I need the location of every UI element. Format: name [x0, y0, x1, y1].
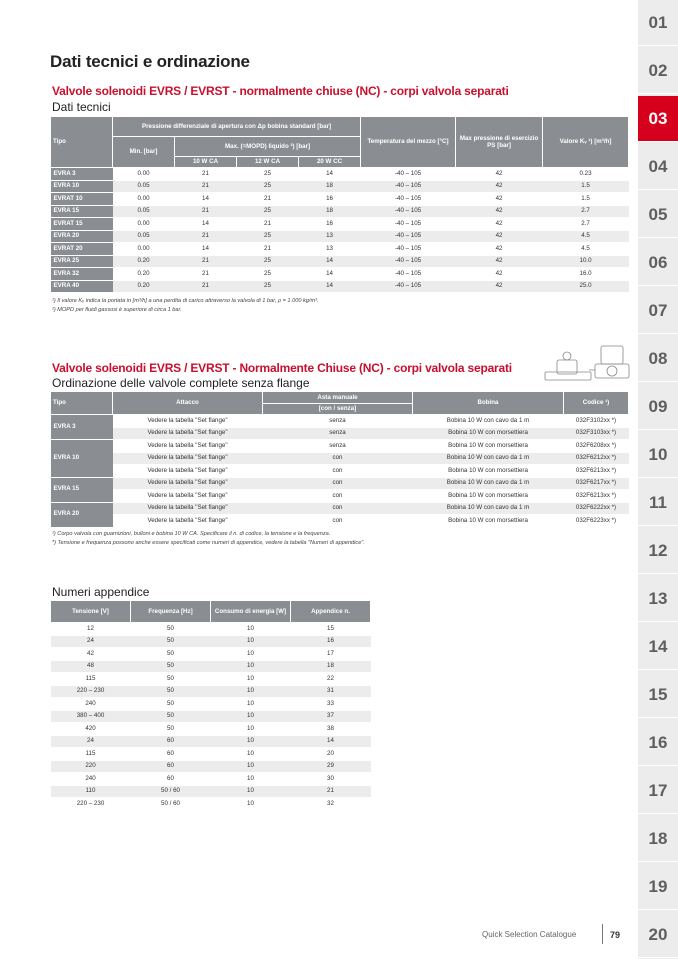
chapter-tab-19[interactable]: 19	[638, 864, 678, 910]
table-cell: 30	[291, 773, 371, 786]
table-row	[51, 735, 371, 748]
section1-subtitle: Dati tecnici	[52, 100, 111, 114]
table-row	[51, 255, 629, 268]
table-cell: Bobina 10 W con morsettiera	[413, 465, 564, 478]
table-cell: Vedere la tabella "Set flange"	[113, 427, 263, 440]
table-cell: 50	[131, 685, 211, 698]
table-cell: 14	[299, 168, 361, 181]
table-cell: 42	[456, 243, 543, 256]
table-cell: 60	[131, 735, 211, 748]
table-cell: -40 – 105	[361, 280, 456, 293]
table-cell: 21	[175, 168, 237, 181]
table-row	[51, 490, 629, 503]
chapter-tab-12[interactable]: 12	[638, 528, 678, 574]
table-cell: 18	[299, 205, 361, 218]
table-row	[51, 673, 371, 686]
table-cell: -40 – 105	[361, 255, 456, 268]
header-kv: Valore Kᵥ ¹) [m³/h]	[543, 117, 629, 168]
table-cell: senza	[263, 415, 413, 428]
table-row	[51, 660, 371, 673]
table-cell: Vedere la tabella "Set flange"	[113, 502, 263, 515]
chapter-tab-17[interactable]: 17	[638, 768, 678, 814]
table-row	[51, 180, 629, 193]
table-cell: 1.5	[543, 193, 629, 206]
table-cell: Vedere la tabella "Set flange"	[113, 465, 263, 478]
table-cell: 14	[175, 218, 237, 231]
table-cell: 50	[131, 723, 211, 736]
chapter-tab-09[interactable]: 09	[638, 384, 678, 430]
chapter-tab-13[interactable]: 13	[638, 576, 678, 622]
table-cell: 25	[237, 268, 299, 281]
chapter-tabs	[638, 0, 678, 959]
appendix-header: Tensione [V]	[51, 601, 131, 623]
table-cell: 33	[291, 698, 371, 711]
table-cell: 0.00	[113, 193, 175, 206]
table-cell: 220 – 230	[51, 798, 131, 811]
table-cell: 42	[456, 180, 543, 193]
table-cell: con	[263, 490, 413, 503]
table-cell: 0.00	[113, 243, 175, 256]
table-cell: 10	[211, 685, 291, 698]
table-cell: EVRA 32	[51, 268, 113, 281]
table-cell: -40 – 105	[361, 268, 456, 281]
table-cell: 21	[175, 230, 237, 243]
table-cell: 10	[211, 723, 291, 736]
table-cell: 21	[237, 243, 299, 256]
table-row	[51, 698, 371, 711]
table-row	[51, 193, 629, 206]
table-row	[51, 280, 629, 293]
table-cell: 1.5	[543, 180, 629, 193]
chapter-tab-16[interactable]: 16	[638, 720, 678, 766]
table-cell: Bobina 10 W con cavo da 1 m	[413, 477, 564, 490]
table-cell: 0.20	[113, 255, 175, 268]
header-asta-sub: [con / senza]	[263, 404, 413, 415]
table-cell: 22	[291, 673, 371, 686]
table-cell: 110	[51, 785, 131, 798]
table-cell: Bobina 10 W con morsettiera	[413, 515, 564, 528]
table-row	[51, 477, 629, 490]
table-cell: Bobina 10 W con morsettiera	[413, 440, 564, 453]
header-temperatura: Temperatura del mezzo [°C]	[361, 117, 456, 168]
table-cell: Vedere la tabella "Set flange"	[113, 515, 263, 528]
table-cell: 10	[211, 673, 291, 686]
table-cell: 14	[175, 193, 237, 206]
table-cell: Bobina 10 W con cavo da 1 m	[413, 415, 564, 428]
appendix-table	[50, 600, 371, 811]
table-cell: -40 – 105	[361, 230, 456, 243]
table-cell: 2.7	[543, 218, 629, 231]
chapter-tab-15[interactable]: 15	[638, 672, 678, 718]
table-cell: 032F6208xx *)	[564, 440, 629, 453]
table-cell: -40 – 105	[361, 168, 456, 181]
table-cell: 240	[51, 773, 131, 786]
table-row	[51, 773, 371, 786]
table-cell: 21	[175, 280, 237, 293]
table-cell: con	[263, 477, 413, 490]
table-cell: 10.0	[543, 255, 629, 268]
table-cell: 50	[131, 648, 211, 661]
table-cell: 60	[131, 773, 211, 786]
table-row	[51, 268, 629, 281]
table-cell: 42	[456, 255, 543, 268]
page-number: 79	[610, 930, 621, 940]
valve-illustration	[543, 340, 633, 392]
table-cell: 16.0	[543, 268, 629, 281]
section2-note-2: *) Tensione e frequenza possono anche essere specificati come numeri di appendice, vedere la tabella "Numeri di appendice".	[52, 540, 365, 546]
table-cell: 21	[237, 193, 299, 206]
table-cell: 10	[211, 760, 291, 773]
table-cell: 16	[291, 635, 371, 648]
appendix-header: Appendice n.	[291, 601, 371, 623]
table-cell: -40 – 105	[361, 193, 456, 206]
header-attacco: Attacco	[113, 392, 263, 415]
table-cell: 21	[237, 218, 299, 231]
page-title: Dati tecnici e ordinazione	[50, 52, 250, 71]
table-cell: 42	[456, 268, 543, 281]
table-cell: 032F6212xx *)	[564, 452, 629, 465]
header-tipo: Tipo	[51, 117, 113, 168]
table-cell: Vedere la tabella "Set flange"	[113, 490, 263, 503]
table-row	[51, 502, 629, 515]
table-cell: 60	[131, 748, 211, 761]
table-row	[51, 760, 371, 773]
table-cell: 42	[456, 218, 543, 231]
table-cell: 25	[237, 280, 299, 293]
table-cell: 25	[237, 168, 299, 181]
table-cell: 0.00	[113, 218, 175, 231]
table-cell: 4.5	[543, 230, 629, 243]
table-cell: 50	[131, 673, 211, 686]
table-cell: 10	[211, 773, 291, 786]
table-cell: 14	[291, 735, 371, 748]
table-cell: 14	[299, 268, 361, 281]
table-cell: 16	[299, 193, 361, 206]
table-cell: Vedere la tabella "Set flange"	[113, 415, 263, 428]
table-row	[51, 710, 371, 723]
table-cell: con	[263, 515, 413, 528]
table-cell: 25	[237, 205, 299, 218]
table-cell: 50	[131, 710, 211, 723]
chapter-tab-04[interactable]: 04	[638, 144, 678, 190]
table-cell: EVRA 3	[51, 168, 113, 181]
table-row	[51, 427, 629, 440]
table-cell: 48	[51, 660, 131, 673]
technical-data-table	[50, 116, 629, 293]
table-cell: 24	[51, 635, 131, 648]
footer-divider	[602, 924, 603, 944]
table-row	[51, 440, 629, 453]
header-min: Min. [bar]	[113, 137, 175, 168]
table-cell: 032F6223xx *)	[564, 515, 629, 528]
table-cell: 21	[175, 268, 237, 281]
table-cell: Vedere la tabella "Set flange"	[113, 452, 263, 465]
appendix-header: Consumo di energia [W]	[211, 601, 291, 623]
section1-note-1: ¹) Il valore Kᵥ indica la portata in [m³/h] a una perdita di carico attraverso la valvola di 1 bar, ρ = 1.000 kg/m³.	[52, 298, 319, 304]
table-cell: 42	[456, 280, 543, 293]
chapter-tab-08[interactable]: 08	[638, 336, 678, 382]
table-cell: 10	[211, 635, 291, 648]
table-cell: -40 – 105	[361, 243, 456, 256]
table-cell: 50	[131, 635, 211, 648]
header-codice: Codice ¹)	[564, 392, 629, 415]
table-cell: senza	[263, 427, 413, 440]
section3-subtitle: Numeri appendice	[52, 585, 150, 599]
table-cell: 50	[131, 623, 211, 636]
table-cell: 10	[211, 660, 291, 673]
table-cell: 20	[291, 748, 371, 761]
chapter-tab-02[interactable]: 02	[638, 48, 678, 94]
table-cell: EVRA 40	[51, 280, 113, 293]
table-cell: 13	[299, 230, 361, 243]
table-cell: 4.5	[543, 243, 629, 256]
table-cell: -40 – 105	[361, 180, 456, 193]
header-10w: 10 W CA	[175, 157, 237, 168]
appendix-header: Frequenza [Hz]	[131, 601, 211, 623]
table-cell: 42	[51, 648, 131, 661]
section1-title: Valvole solenoidi EVRS / EVRST - normalmente chiuse (NC) - corpi valvola separati	[52, 84, 509, 98]
table-cell: 12	[51, 623, 131, 636]
header-pressione-ps: Max pressione di esercizio PS [bar]	[456, 117, 543, 168]
table-row	[51, 205, 629, 218]
table-cell: 25	[237, 255, 299, 268]
table-cell: 032F6213xx *)	[564, 465, 629, 478]
header-asta: Asta manuale	[263, 392, 413, 404]
table-cell: 220 – 230	[51, 685, 131, 698]
table-cell: 60	[131, 760, 211, 773]
table-row	[51, 452, 629, 465]
table-cell: con	[263, 502, 413, 515]
table-cell: 50 / 60	[131, 798, 211, 811]
table-cell: 42	[456, 205, 543, 218]
table-cell: EVRAT 20	[51, 243, 113, 256]
table-row	[51, 230, 629, 243]
group-type-cell: EVRA 3	[51, 415, 113, 440]
table-row	[51, 748, 371, 761]
table-cell: 0.20	[113, 280, 175, 293]
group-type-cell: EVRA 20	[51, 502, 113, 527]
table-cell: Vedere la tabella "Set flange"	[113, 477, 263, 490]
chapter-tab-14[interactable]: 14	[638, 624, 678, 670]
table-row	[51, 243, 629, 256]
table-cell: -40 – 105	[361, 205, 456, 218]
header-max: Max. (=MOPD) liquido ²) [bar]	[175, 137, 361, 157]
group-type-cell: EVRA 10	[51, 440, 113, 478]
table-cell: 25	[237, 230, 299, 243]
table-cell: 50 / 60	[131, 785, 211, 798]
table-cell: 10	[211, 698, 291, 711]
table-cell: 18	[291, 660, 371, 673]
table-cell: 17	[291, 648, 371, 661]
table-cell: 032F6222xx *)	[564, 502, 629, 515]
table-row	[51, 623, 371, 636]
table-cell: 0.00	[113, 168, 175, 181]
table-cell: Bobina 10 W con morsettiera	[413, 490, 564, 503]
table-cell: 31	[291, 685, 371, 698]
table-cell: 21	[175, 205, 237, 218]
table-row	[51, 785, 371, 798]
table-cell: 42	[456, 230, 543, 243]
table-cell: 38	[291, 723, 371, 736]
chapter-tab-01[interactable]: 01	[638, 0, 678, 46]
footer-label: Quick Selection Catalogue	[482, 930, 577, 939]
chapter-tab-05[interactable]: 05	[638, 192, 678, 238]
table-cell: 13	[299, 243, 361, 256]
section1-note-2: ²) MOPD per fluidi gassosi è superiore di circa 1 bar.	[52, 307, 182, 313]
table-cell: 21	[291, 785, 371, 798]
table-cell: 220	[51, 760, 131, 773]
table-cell: EVRAT 15	[51, 218, 113, 231]
table-cell: 10	[211, 623, 291, 636]
ordering-table	[50, 391, 629, 528]
table-cell: 115	[51, 748, 131, 761]
table-cell: 10	[211, 785, 291, 798]
table-cell: EVRA 20	[51, 230, 113, 243]
table-cell: 10	[211, 748, 291, 761]
table-cell: 14	[299, 255, 361, 268]
table-cell: 25.0	[543, 280, 629, 293]
table-cell: EVRA 10	[51, 180, 113, 193]
table-cell: 10	[211, 648, 291, 661]
table-cell: 032F3102xx *)	[564, 415, 629, 428]
table-cell: 24	[51, 735, 131, 748]
group-type-cell: EVRA 15	[51, 477, 113, 502]
header-20w: 20 W CC	[299, 157, 361, 168]
table-cell: 0.05	[113, 180, 175, 193]
chapter-tab-20[interactable]: 20	[638, 912, 678, 958]
table-cell: Bobina 10 W con cavo da 1 m	[413, 452, 564, 465]
table-row	[51, 635, 371, 648]
table-cell: 0.23	[543, 168, 629, 181]
table-cell: 29	[291, 760, 371, 773]
section2-note-1: ¹) Corpo valvola con guarnizioni, bulloni e bobina 10 W CA. Specificare il n. di codice, la tensione e la frequenza.	[52, 531, 331, 537]
chapter-tab-18[interactable]: 18	[638, 816, 678, 862]
table-row	[51, 798, 371, 811]
table-cell: 42	[456, 193, 543, 206]
table-cell: 0.20	[113, 268, 175, 281]
table-cell: 0.05	[113, 205, 175, 218]
header-tipo-2: Tipo	[51, 392, 113, 415]
header-bobina: Bobina	[413, 392, 564, 415]
chapter-tab-06[interactable]: 06	[638, 240, 678, 286]
table-cell: Bobina 10 W con morsettiera	[413, 427, 564, 440]
table-cell: 50	[131, 660, 211, 673]
chapter-tab-11[interactable]: 11	[638, 480, 678, 526]
table-cell: con	[263, 465, 413, 478]
table-cell: 32	[291, 798, 371, 811]
table-cell: 37	[291, 710, 371, 723]
table-row	[51, 723, 371, 736]
table-cell: 21	[175, 180, 237, 193]
table-cell: 380 – 400	[51, 710, 131, 723]
table-cell: EVRA 15	[51, 205, 113, 218]
chapter-tab-03[interactable]: 03	[638, 96, 678, 142]
table-cell: 50	[131, 698, 211, 711]
table-cell: Bobina 10 W con cavo da 1 m	[413, 502, 564, 515]
table-cell: EVRAT 10	[51, 193, 113, 206]
table-cell: EVRA 25	[51, 255, 113, 268]
header-12w: 12 W CA	[237, 157, 299, 168]
chapter-tab-07[interactable]: 07	[638, 288, 678, 334]
table-cell: 032F3103xx *)	[564, 427, 629, 440]
table-cell: 032F6213xx *)	[564, 490, 629, 503]
section2-subtitle: Ordinazione delle valvole complete senza flange	[52, 376, 310, 390]
table-row	[51, 685, 371, 698]
table-row	[51, 218, 629, 231]
table-cell: 14	[175, 243, 237, 256]
table-cell: 2.7	[543, 205, 629, 218]
table-cell: senza	[263, 440, 413, 453]
table-cell: 10	[211, 798, 291, 811]
table-cell: 16	[299, 218, 361, 231]
table-cell: 42	[456, 168, 543, 181]
table-cell: 10	[211, 735, 291, 748]
table-cell: 21	[175, 255, 237, 268]
table-row	[51, 168, 629, 181]
table-cell: con	[263, 452, 413, 465]
table-cell: -40 – 105	[361, 218, 456, 231]
table-cell: 0.05	[113, 230, 175, 243]
table-cell: 115	[51, 673, 131, 686]
table-row	[51, 648, 371, 661]
table-cell: 420	[51, 723, 131, 736]
table-cell: 14	[299, 280, 361, 293]
table-cell: Vedere la tabella "Set flange"	[113, 440, 263, 453]
table-cell: 15	[291, 623, 371, 636]
table-row	[51, 465, 629, 478]
table-cell: 25	[237, 180, 299, 193]
table-row	[51, 415, 629, 428]
section2-title: Valvole solenoidi EVRS / EVRST - Normalmente Chiuse (NC) - corpi valvola separati	[52, 361, 512, 375]
table-cell: 10	[211, 710, 291, 723]
table-row	[51, 515, 629, 528]
table-cell: 18	[299, 180, 361, 193]
chapter-tab-10[interactable]: 10	[638, 432, 678, 478]
table-cell: 240	[51, 698, 131, 711]
header-pressione: Pressione differenziale di apertura con Δp bobina standard [bar]	[113, 117, 361, 137]
table-cell: 032F6217xx *)	[564, 477, 629, 490]
